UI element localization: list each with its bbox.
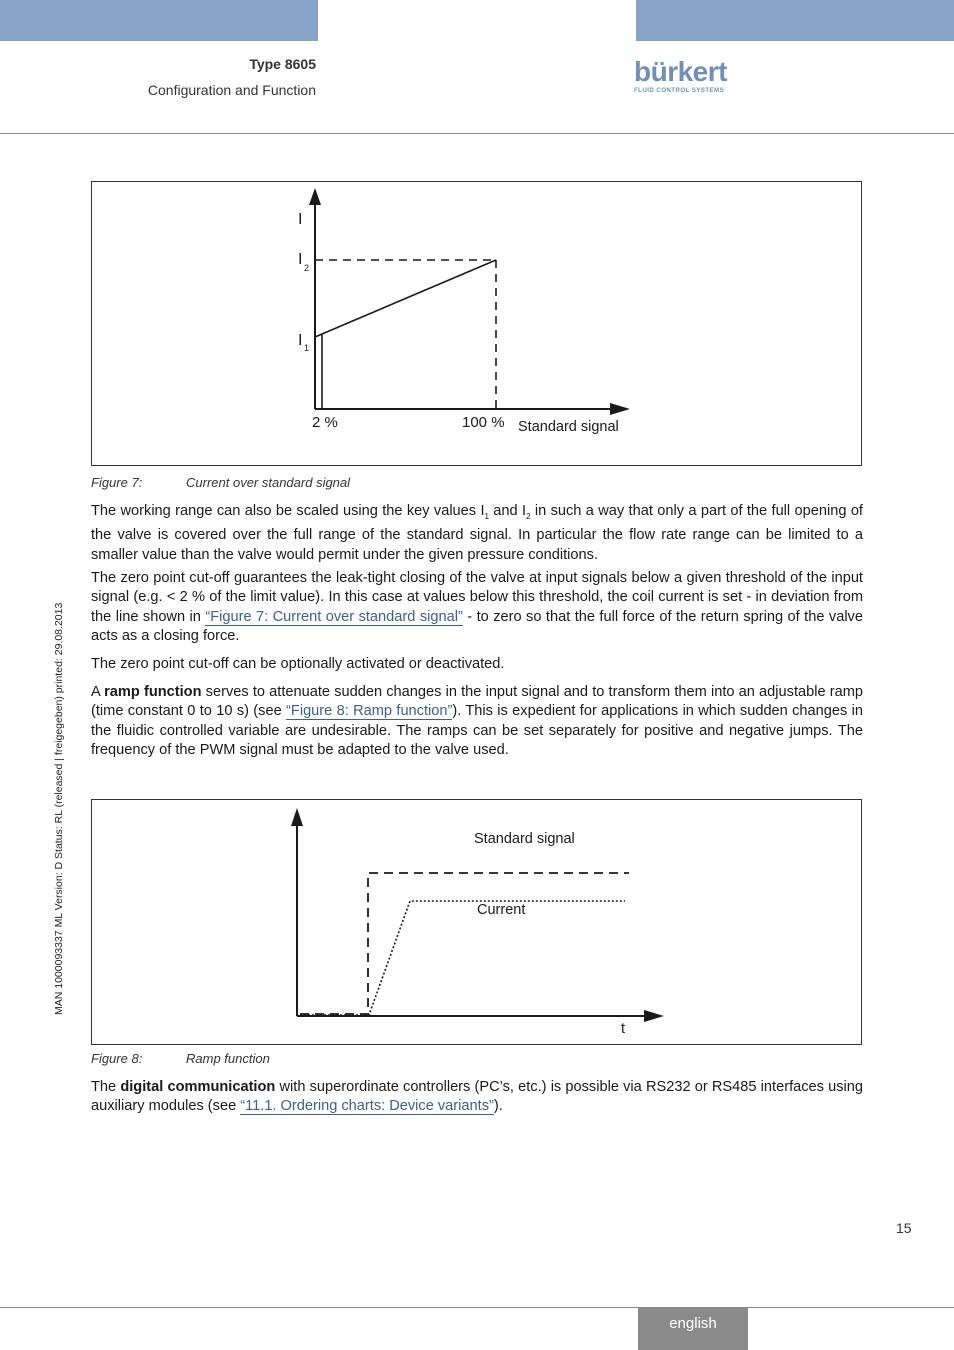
x-tick-100-percent: 100 % [462,414,505,431]
p5-text-b: with superordinate controllers (PC’s, etc.) is possible via RS232 or RS485 interfaces using auxiliary modules (see [91,1079,864,1115]
time-axis-label: t [621,1021,626,1037]
standard-signal-step [300,873,629,1014]
p4-bold-ramp: ramp function [104,684,202,700]
p1-sub-1: 1 [484,511,489,521]
p2-text-b: - to zero so that the full force of the return spring of the valve acts as a closing force. [91,608,863,644]
i1-label: I [298,332,303,349]
figure-7-caption [91,475,350,490]
figure-7-number: Figure 7: [91,475,143,490]
i2-label: I [298,251,303,268]
figure-8-title: Ramp function [186,1051,270,1066]
x-axis-arrow [610,403,630,415]
section-title: Configuration and Function [147,82,316,98]
y-axis-label: I [298,211,303,228]
p5-text-c: ). [493,1098,503,1115]
x-axis-label: Standard signal [518,419,619,435]
footer-divider [0,1307,954,1308]
p4-text-c: ). This is expedient for applications in which sudden changes in the fluidic controlled variable are undesirable. The ramps can be set separately for positive and negative jumps. The frequency of the PWM signal must be adapted to the valve used. [91,703,864,758]
p2-text-a: The zero point cut-off guarantees the leak-tight closing of the valve at input signals below a given threshold of the input signal (e.g. < 2 % of the limit value). In this case at values below this threshold, the coil current is set - in deviation from the line shown in [91,570,863,625]
y-axis-arrow [309,188,321,205]
link-ordering-charts[interactable]: “11.1. Ordering charts: Device variants” [240,1098,494,1115]
i1-subscript: 1 [304,343,310,353]
p4-text-a: A [91,684,105,700]
x-axis-arrow [644,1010,664,1022]
current-ramp [300,901,625,1015]
link-figure-8[interactable]: “Figure 8: Ramp function” [286,703,453,720]
paragraph-cutoff-toggle: The zero point cut-off can be optionally activated or deactivated. [91,656,505,672]
p1-text-b: and I [488,503,527,519]
header-band-left [0,0,318,41]
p4-text-b: serves to attenuate sudden changes in the input signal and to transform them into an adjustable ramp (time constant 0 to 10 s) (see [91,684,864,720]
p1-sub-2: 2 [526,511,531,521]
paragraph-ramp-function [91,683,863,760]
document-meta-sidebar: MAN 1000093337 ML Version: D Status: RL (released | freigegeben) printed: 29.08.2013 [53,602,65,1015]
p5-bold-digital: digital communication [120,1079,276,1095]
p5-text-a: The [91,1079,121,1095]
logo-word: bürkert [634,56,727,87]
i2-subscript: 2 [304,263,310,273]
figure-8-caption [91,1051,270,1066]
y-axis-arrow [291,808,303,826]
paragraph-working-range [91,502,863,565]
document-type: Type 8605 [249,56,316,72]
p1-text-a: The working range can also be scaled using the key values I [91,503,485,519]
x-tick-2-percent: 2 % [312,414,338,431]
current-label: Current [477,902,526,918]
header-divider [0,133,954,134]
logo-tagline: FLUID CONTROL SYSTEMS [634,87,725,94]
paragraph-digital-communication [91,1078,863,1117]
figure-7-diagram [92,182,863,467]
figure-7-box [91,181,862,466]
standard-signal-label: Standard signal [474,831,575,847]
figure-8-number: Figure 8: [91,1051,143,1066]
figure-8-diagram [92,800,863,1046]
figure-8-box [91,799,862,1045]
language-tab: english [638,1308,748,1350]
link-figure-7[interactable]: “Figure 7: Current over standard signal” [205,608,463,625]
figure-7-title: Current over standard signal [186,475,351,490]
current-line [315,260,496,337]
p1-text-c: in such a way that only a part of the full opening of the valve is covered over the full range of the standard signal. In particular the flow rate range can be limited to a smaller value than the valve would permit under the given pressure conditions. [91,503,863,563]
header-band-right [636,0,954,41]
paragraph-zero-point [91,569,863,646]
burkert-logo [634,58,727,94]
page-number: 15 [896,1220,912,1236]
